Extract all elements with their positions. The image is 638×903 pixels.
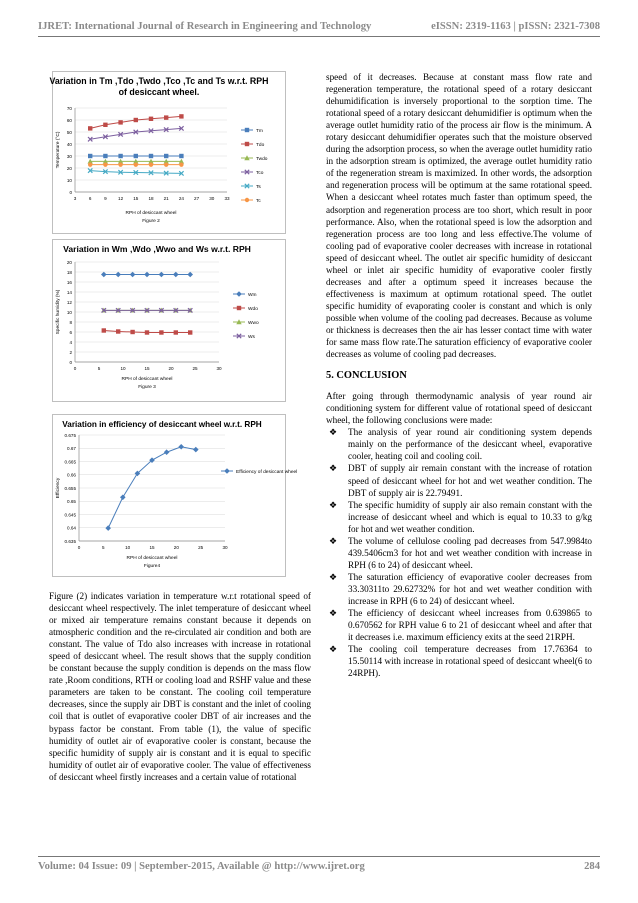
conclusion-item: ❖ The analysis of year round air conditioning system depends mainly on the performance of the desiccant wheel, evaporative cooler, heating coil and cooling coil. [329,427,592,462]
legend-label: Ws [248,334,255,340]
legend-label: Efficiency of desiccant wheel [236,469,298,475]
temperature-chart [49,72,285,233]
conclusion-list [326,426,592,679]
x-tick-label: 18 [148,196,154,201]
left-column-text: Figure (2) indicates variation in temperature w.r.t rotational speed of desiccant wheel respectively. The inlet temperature of desiccant wheel or mixed air temperature remains constant because it depends on atmospheric condition and the re-circulated air condition and both are constant. The value of Tdo also increases with increase in rotational speed of desiccant wheel. The result shows that the supply condition be constant because the supply condition is depends on the mass flow rate ,Room conditions, RTH or cooling load and RSHF value and these parameters are taken to be constant. The cooling coil temperature decreases, since the supply air DBT is constant and the inlet of cooling coil that is outlet of evaporative cooler DBT of air increases and the bypass factor be constant. From table (1), the value of specific humidity of outlet air of evaporative cooler is constant, because the specific humidity of supply air is constant and it is equal to specific humidity of outlet air of evaporative cooler. The value of effectiveness of desiccant wheel firstly increases and a certain value of rotational [49,591,311,782]
data-point [118,162,122,166]
diamond-bullet-icon: ❖ [329,644,338,655]
x-tick-label: 30 [216,366,222,371]
y-tick-label: 10 [66,309,72,315]
x-tick-label: 33 [224,196,230,201]
data-point [130,272,136,278]
y-tick-label: 0.64 [67,525,76,531]
y-tick-label: 2 [69,349,72,355]
y-tick-label: 14 [66,289,72,295]
conclusion-item: ❖ The saturation efficiency of evaporative cooler decreases from 33.30311to 29.62732% for hot and wet weather condition with increase in RPH (6 to 24) of desiccant wheel. [329,571,592,606]
series [88,168,184,175]
series [88,126,184,141]
diamond-bullet-icon: ❖ [329,571,338,582]
y-tick-label: 6 [69,329,72,335]
data-point [245,128,249,132]
data-point [88,162,92,166]
x-tick-label: 5 [97,366,101,371]
series [102,328,193,334]
diamond-bullet-icon: ❖ [329,427,338,438]
data-point [134,118,138,122]
y-tick-label: 0.645 [64,512,76,518]
x-tick-label: 30 [209,196,215,201]
x-tick-label: 20 [173,545,179,550]
x-tick-label: 0 [77,545,81,550]
right-column [326,71,592,679]
legend-label: Wm [248,292,257,298]
conclusion-item: ❖ The specific humidity of supply air also remain constant with the increase of desiccant wheel and which is equal to 10.33 to g/kg for hot and wet weather condition. [329,499,592,534]
data-point [149,162,153,166]
y-tick-label: 0 [69,189,72,195]
legend-label: Tco [256,170,264,176]
data-point [145,330,149,334]
legend-label: Wdo [248,306,258,312]
running-footer [38,856,600,872]
x-axis-label: RPH of desiccant wheel [121,377,173,382]
legend-label: Tc [256,198,261,204]
series [88,154,184,158]
series [101,272,193,278]
data-point [159,330,163,334]
data-point [193,447,199,453]
page-number: 284 [584,861,600,872]
legend-label: Tm [256,128,263,134]
x-tick-label: 27 [194,196,200,201]
data-point [179,162,183,166]
y-tick-label: 40 [66,141,72,147]
data-point [187,272,193,278]
y-tick-label: 0.65 [67,499,76,505]
data-point [103,123,107,127]
conclusion-item: ❖ DBT of supply air remain constant with the increase of rotation speed of desiccant wheel for hot and wet weather condition. The DBT of supply air is 22.79491. [329,463,592,498]
data-point [120,494,126,500]
figure-2-chart [49,71,286,234]
series [105,444,198,531]
x-tick-label: 10 [120,366,126,371]
data-point [134,162,138,166]
y-axis-label: Temperature (°C) [56,131,61,169]
legend-label: Twdo [256,156,268,162]
y-tick-label: 0.675 [64,432,76,438]
data-point [174,330,178,334]
data-point [134,154,138,158]
data-point [88,126,92,130]
x-tick-label: 15 [149,545,155,550]
data-point [103,162,107,166]
diamond-bullet-icon: ❖ [329,608,338,619]
data-point [245,198,249,202]
data-point [173,272,179,278]
y-tick-label: 20 [66,165,72,171]
conclusion-heading: 5. CONCLUSION [326,370,407,382]
y-tick-label: 60 [66,117,72,123]
data-point [224,468,230,474]
x-tick-label: 25 [192,366,198,371]
series [88,162,184,166]
x-tick-label: 15 [133,196,139,201]
y-tick-label: 0.66 [67,472,76,478]
figure-caption: Figure 2 [142,219,160,224]
chart-title: Variation in Tm ,Tdo ,Twdo ,Tco ,Tc and Ts w.r.t. RPH [49,76,269,86]
x-tick-label: 15 [144,366,150,371]
y-tick-label: 0.665 [64,459,76,465]
data-point [164,154,168,158]
x-tick-label: 30 [222,545,228,550]
data-point [130,330,134,334]
issn: eISSN: 2319-1163 | pISSN: 2321-7308 [431,21,600,32]
y-tick-label: 0.67 [67,446,76,452]
data-point [236,291,242,297]
x-axis-label: RPH of desiccant wheel [126,556,178,561]
data-point [149,117,153,121]
x-tick-label: 0 [73,366,77,371]
figure-caption: Figure 3 [138,385,156,390]
diamond-bullet-icon: ❖ [329,463,338,474]
data-point [164,162,168,166]
chart-title: Variation in Wm ,Wdo ,Wwo and Ws w.r.t. RPH [63,244,251,254]
data-point [88,154,92,158]
y-tick-label: 12 [66,299,72,305]
diamond-bullet-icon: ❖ [329,535,338,546]
x-axis-label: RPH of desiccant wheel [125,211,177,216]
conclusion-intro: After going through thermodynamic analysis of year round air conditioning system for different value of rotational speed of desiccant wheel, the following conclusions were made: [326,391,592,426]
diamond-bullet-icon: ❖ [329,499,338,510]
y-tick-label: 50 [66,129,72,135]
x-tick-label: 9 [104,196,107,201]
x-tick-label: 6 [88,196,92,201]
data-point [118,120,122,124]
figure-caption: Figure4 [143,564,161,569]
y-tick-label: 16 [66,279,72,285]
x-tick-label: 3 [73,196,77,201]
specific-humidity-chart [53,240,285,401]
x-tick-label: 5 [102,545,105,550]
data-point [116,329,120,333]
data-point [237,306,241,310]
right-column-text: speed of it decreases. Because at constant mass flow rate and regeneration temperature, the rotational speed of a rotary desiccant dehumidification is inversely proportional to the sorption time. The rotational speed of a rotary desiccant dehumidifier is optimum when the average outlet humidity ratio of the process air flow is the minimum. A rotary desiccant dehumidifier operates such that the moisture observed during the adsorption process, so when the average outlet humidity ratio in the adsorption stream is optimized, the average outlet humidity ratio of the regeneration stream is maximized. In other words, the adsorption and regeneration process will be optimum at the same rotational speed. When a desiccant wheel rotates much faster than optimum speed, the adsorption and regeneration process are too short, which result in poor performance. Also, when the rotational speed is low the adsorption and regeneration process are too long and less effective.The volume of cooling pad of evaporative cooler decreases with increase in rotational speed of desiccant wheel. The outlet air specific humidity of desiccant wheel or inlet air specific humidity of evaporative cooler firstly decreases and after a optimum speed it increases because the effectiveness is maximum at optimum rotational speed. The outlet specific humidity of evaporating cooler is constant and which is only possible when volume of the cooling pad decreases. Because as volume or thickness is decreases then the air has lesser contact time with water for same mass flow rate.The saturation efficiency of evaporative cooler decreases as volume of cooling pad decreases. [326,72,592,360]
data-point [103,154,107,158]
journal-title: IJRET: International Journal of Research in Engineering and Technology [38,21,372,32]
y-tick-label: 0 [69,359,72,365]
data-point [159,272,165,278]
data-point [188,330,192,334]
data-point [105,525,111,531]
data-point [149,154,153,158]
conclusion-item: ❖ The efficiency of desiccant wheel increases from 0.639865 to 0.670562 for RPH value 6 to 21 of desiccant wheel and after that it decreases i.e. maximum efficiency exits at the seed 21RPH. [329,608,592,643]
data-point [179,154,183,158]
data-point [144,272,150,278]
y-tick-label: 0.635 [64,538,76,544]
y-tick-label: 20 [66,259,72,265]
conclusion-item: ❖ The cooling coil temperature decreases from 17.76364 to 15.50114 with increase in rotational speed of desiccant wheel(6 to 24RPH). [329,644,592,679]
y-tick-label: 8 [69,319,72,325]
chart-title: Variation in efficiency of desiccant wheel w.r.t. RPH [62,420,262,429]
data-point [178,444,184,450]
data-point [102,328,106,332]
y-tick-label: 10 [66,177,72,183]
figure-4-chart [52,414,298,577]
data-point [164,115,168,119]
efficiency-chart [53,415,298,576]
data-point [118,154,122,158]
x-tick-label: 20 [168,366,174,371]
y-axis-label: Specific humidity (%) [56,289,61,335]
running-header [38,10,600,37]
y-tick-label: 70 [66,105,72,111]
legend-label: Tdo [256,142,265,148]
y-tick-label: 4 [69,339,72,345]
data-point [101,272,107,278]
y-tick-label: 0.655 [64,485,76,491]
volume-info: Volume: 04 Issue: 09 | September-2015, Available @ http://www.ijret.org [38,861,365,872]
y-axis-label: Efficiency [56,477,61,499]
data-point [164,449,170,455]
x-tick-label: 25 [198,545,204,550]
y-tick-label: 18 [66,269,72,275]
legend-label: Ts [256,184,261,190]
x-tick-label: 24 [178,196,184,201]
data-point [179,114,183,118]
conclusion-item: ❖ The volume of cellulose cooling pad decreases from 547.9984to 439.5406cm3 for hot and wet weather condition with increase in RPH (6 to 24) of desiccant wheel. [329,535,592,570]
data-point [245,142,249,146]
x-tick-label: 21 [163,196,169,201]
series [88,114,184,130]
legend-label: Wwo [248,320,259,326]
figure-3-chart [52,239,286,402]
x-tick-label: 10 [125,545,131,550]
data-point [115,272,121,278]
y-tick-label: 30 [66,153,72,159]
x-tick-label: 12 [118,196,124,201]
chart-title: of desiccant wheel. [118,87,200,97]
